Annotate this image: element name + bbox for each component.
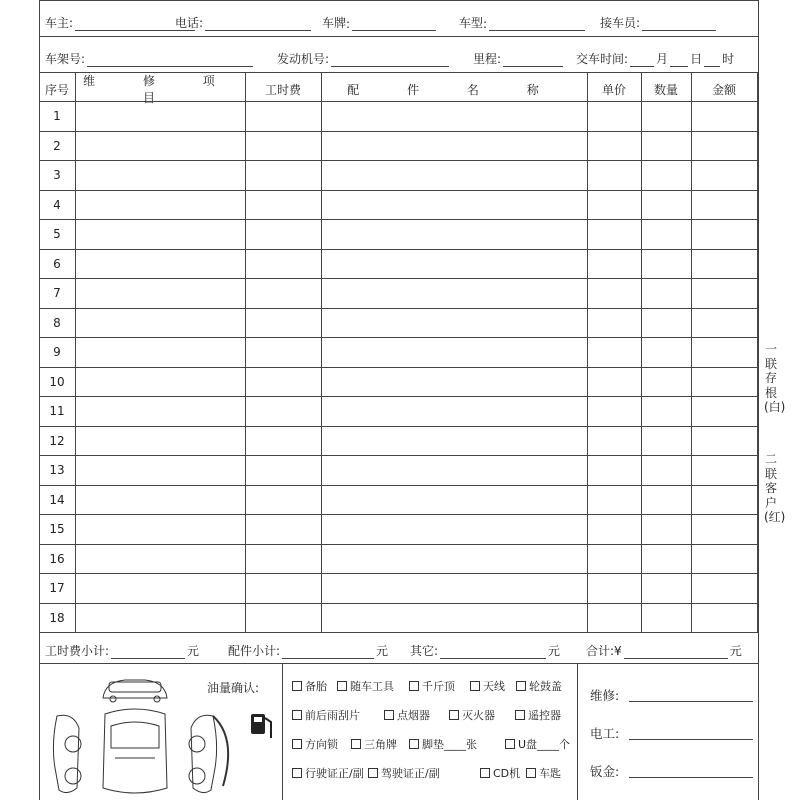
checklist-item[interactable]: [480, 765, 520, 781]
table-col-divider: [757, 72, 758, 632]
yuan-label-2: 元: [376, 644, 389, 658]
row-number: 5: [53, 227, 61, 241]
checkbox-icon[interactable]: [409, 739, 419, 749]
receptionist-field[interactable]: [600, 14, 718, 31]
table-row-divider: [39, 278, 758, 279]
checklist-item-label: 脚垫____张: [422, 738, 477, 751]
checkbox-icon[interactable]: [409, 681, 419, 691]
col-header-labor: 工时费: [264, 82, 301, 97]
row-number: 3: [53, 168, 61, 182]
car-side-right-icon: [189, 715, 217, 792]
row-number: 1: [53, 109, 61, 123]
table-col-divider: [691, 72, 692, 632]
table-row-divider: [39, 455, 758, 456]
checklist-item[interactable]: [351, 736, 397, 752]
checkbox-icon[interactable]: [292, 768, 302, 778]
checkbox-icon[interactable]: [449, 710, 459, 720]
engine-no-label: 发动机号:: [277, 52, 330, 66]
table-row-divider: [39, 603, 758, 604]
row-number: 10: [49, 374, 65, 389]
table-row-divider: [39, 367, 758, 368]
total-field[interactable]: [586, 642, 742, 659]
row-number: 6: [53, 256, 61, 271]
checkbox-icon[interactable]: [516, 681, 526, 691]
table-row-divider: [39, 101, 758, 102]
other-field[interactable]: [410, 642, 560, 659]
electrician-sign-field[interactable]: [590, 724, 755, 742]
row-number: 12: [49, 433, 65, 448]
checkbox-icon[interactable]: [384, 710, 394, 720]
checklist-item[interactable]: [292, 765, 364, 781]
fuel-label: 油量确认:: [207, 681, 260, 695]
labor-subtotal-field[interactable]: [45, 642, 199, 659]
parts-subtotal-field[interactable]: [228, 642, 388, 659]
engine-no-field[interactable]: [277, 50, 451, 67]
table-row-divider: [39, 160, 758, 161]
checklist-item[interactable]: [470, 678, 505, 694]
row-number: 4: [53, 197, 61, 212]
sheetmetal-label: 钣金:: [590, 764, 620, 779]
checkbox-icon[interactable]: [515, 710, 525, 720]
vin-label: 车架号:: [45, 52, 86, 66]
model-label: 车型: [459, 16, 484, 30]
receptionist-label: 接车员:: [600, 16, 641, 30]
phone-label: 电话:: [175, 16, 204, 30]
checklist-item-label: 天线: [483, 680, 505, 693]
checkbox-icon[interactable]: [480, 768, 490, 778]
checklist-item[interactable]: [292, 678, 327, 694]
checklist-item-label: 轮鼓盖: [529, 680, 562, 693]
checkbox-icon[interactable]: [368, 768, 378, 778]
row-number: 16: [49, 551, 65, 566]
checklist-item[interactable]: [292, 736, 338, 752]
col-header-amount: 金额: [711, 82, 736, 97]
table-col-divider: [245, 72, 246, 632]
labor-subtotal-label: 工时费小计:: [45, 644, 110, 658]
col-header-parts: [321, 78, 587, 100]
checklist-item[interactable]: [409, 736, 477, 752]
mechanic-sign-field[interactable]: [590, 686, 755, 704]
checklist-item-label: 三角牌: [364, 738, 397, 751]
checkbox-icon[interactable]: [292, 681, 302, 691]
total-label: 合计:¥: [586, 644, 622, 658]
row-number: 17: [49, 581, 65, 595]
checklist-item-label: 车匙: [539, 767, 561, 780]
table-row-divider: [39, 544, 758, 545]
car-side-left-icon: [53, 715, 81, 792]
checklist-item-label: 点烟器: [397, 709, 430, 722]
checkbox-icon[interactable]: [292, 710, 302, 720]
mileage-label: 里程:: [473, 52, 502, 66]
checklist-item-label: 驾驶证正/副: [381, 767, 440, 780]
month-label: 月: [656, 52, 669, 66]
mechanic-label: 维修:: [590, 688, 620, 703]
row-number: 14: [49, 492, 65, 507]
table-row-divider: [39, 249, 758, 250]
checklist-item[interactable]: [526, 765, 561, 781]
row-number: 7: [53, 286, 61, 300]
checklist-item-label: CD机: [493, 767, 521, 780]
col-header-item: [75, 74, 245, 105]
checklist-item[interactable]: [516, 678, 562, 694]
table-col-divider: [75, 72, 76, 632]
phone-field[interactable]: [175, 14, 313, 31]
checkbox-icon[interactable]: [470, 681, 480, 691]
checklist-item-label: 前后雨刮片: [305, 709, 360, 722]
checklist-item-label: 遥控器: [528, 709, 561, 722]
hour-label: 时: [722, 52, 735, 66]
table-col-divider: [321, 72, 322, 632]
checkbox-icon[interactable]: [292, 739, 302, 749]
col-header-price: 单价: [601, 82, 626, 97]
table-row-divider: [39, 396, 758, 397]
mileage-field[interactable]: [473, 50, 565, 67]
electrician-label: 电工:: [590, 726, 620, 741]
checklist-item-label: 备胎: [305, 680, 327, 693]
checkbox-icon[interactable]: [351, 739, 361, 749]
table-row-divider: [39, 485, 758, 486]
copy-label-red: 二联客户(红): [764, 452, 786, 524]
checklist-item[interactable]: [515, 707, 561, 723]
checklist-item[interactable]: [505, 736, 570, 752]
fuel-pump-icon: [251, 714, 271, 738]
car-inspection-diagram[interactable]: [45, 668, 275, 800]
checklist-item-label: 千斤顶: [422, 680, 455, 693]
checklist-item-label: 灭火器: [462, 709, 495, 722]
checklist-item[interactable]: [368, 765, 440, 781]
table-row-divider: [39, 308, 758, 309]
table-row-divider: [39, 219, 758, 220]
sheetmetal-sign-field[interactable]: [590, 762, 755, 780]
col-header-index: 序号: [44, 82, 69, 97]
car-top-view-icon: [103, 680, 167, 702]
other-label: 其它:: [410, 644, 439, 658]
yuan-label-4: 元: [729, 644, 742, 658]
delivery-time-field[interactable]: [576, 50, 734, 67]
checklist-item[interactable]: [337, 678, 394, 694]
plate-label: 车牌: [322, 16, 347, 30]
delivery-time-label: 交车时间:: [576, 52, 629, 66]
table-row-divider: [39, 426, 758, 427]
row-number: 13: [49, 463, 65, 477]
car-body-top-icon: [103, 709, 167, 793]
col-header-qty: 数量: [653, 82, 678, 97]
checklist-item-label: 方向锁: [305, 738, 338, 751]
checklist-item[interactable]: [449, 707, 495, 723]
checklist-item-label: 行驶证正/副: [305, 767, 364, 780]
table-row-divider: [39, 632, 758, 633]
table-row-divider: [39, 131, 758, 132]
yuan-label-3: 元: [548, 644, 561, 658]
table-row-divider: [39, 514, 758, 515]
table-row-divider: [39, 190, 758, 191]
row-number: 15: [49, 522, 65, 536]
row-number: 2: [53, 138, 61, 153]
checkbox-icon[interactable]: [337, 681, 347, 691]
copy-label-white: 一联存根(白): [764, 342, 786, 414]
plate-field[interactable]: 车牌 :: [322, 14, 438, 31]
col-header-item-text: 维 修 项 目: [83, 74, 237, 105]
yuan-label-1: 元: [187, 644, 200, 658]
day-label: 日: [690, 52, 703, 66]
table-col-divider: [641, 72, 642, 632]
row-number: 18: [49, 610, 65, 625]
checkbox-icon[interactable]: [505, 739, 515, 749]
model-field[interactable]: 车型 :: [459, 14, 587, 31]
row-number: 9: [53, 345, 61, 359]
col-header-parts-text: 配 件 名 称: [347, 82, 561, 97]
checklist-item-label: 随车工具: [350, 680, 394, 693]
checklist-item[interactable]: [292, 707, 360, 723]
vin-field[interactable]: [45, 50, 255, 67]
table-row-divider: [39, 337, 758, 338]
checkbox-icon[interactable]: [526, 768, 536, 778]
checklist-item[interactable]: [409, 678, 455, 694]
checklist-item-label: U盘____个: [518, 738, 571, 751]
parts-subtotal-label: 配件小计:: [228, 644, 281, 658]
table-row-divider: [39, 573, 758, 574]
row-number: 8: [53, 315, 61, 330]
owner-label: 车主:: [45, 16, 74, 30]
checklist-item[interactable]: [384, 707, 430, 723]
table-col-divider: [587, 72, 588, 632]
row-number: 11: [49, 404, 65, 418]
